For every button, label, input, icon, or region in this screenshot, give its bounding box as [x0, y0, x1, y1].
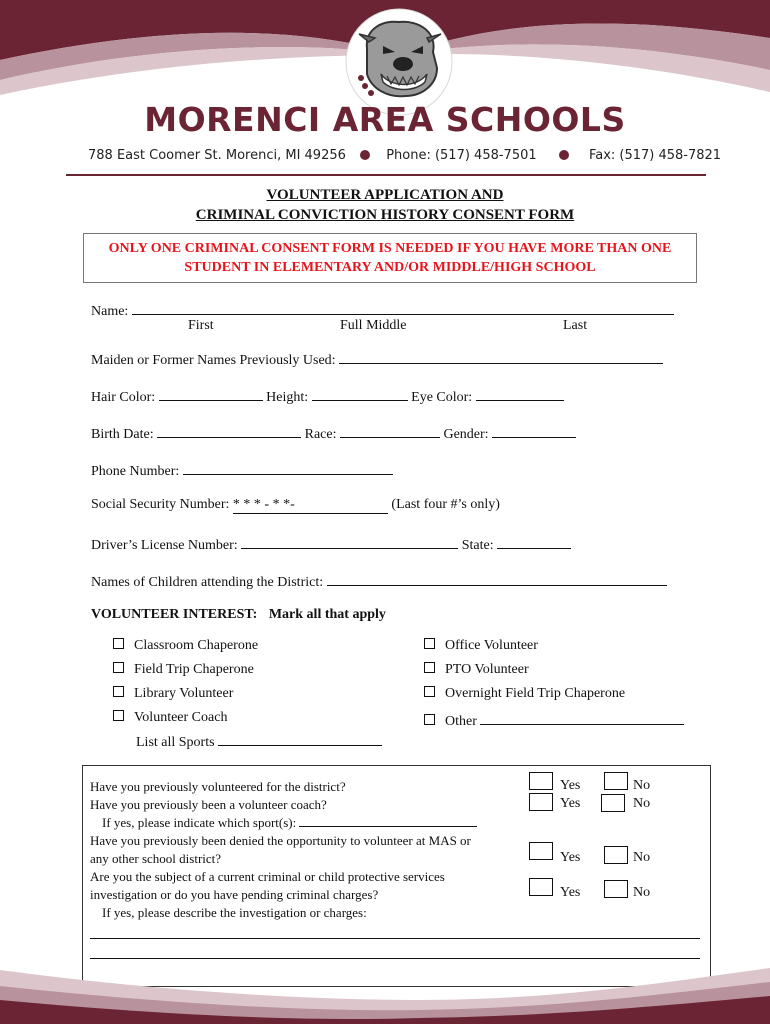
no-label: No [633, 796, 651, 811]
list-sports-field[interactable] [218, 731, 382, 746]
question-investigation-1: Are you the subject of a current criminal or child protective services [90, 869, 445, 884]
description-line-2[interactable] [90, 958, 700, 959]
name-row [91, 300, 674, 320]
gender-field[interactable] [492, 423, 576, 438]
phone-field[interactable] [183, 460, 393, 475]
race-field[interactable] [340, 423, 440, 438]
q3-yes-checkbox[interactable] [529, 842, 553, 860]
eye-label: Eye Color: [411, 390, 473, 405]
footer-banner [0, 960, 770, 1024]
interest-option-label: Office Volunteer [445, 638, 538, 653]
checkbox[interactable] [113, 662, 124, 673]
q1-no-checkbox[interactable] [604, 772, 628, 790]
question-coach: Have you previously been a volunteer coach? [90, 797, 327, 812]
form-title-line1: VOLUNTEER APPLICATION AND [266, 187, 504, 203]
question-describe: If yes, please describe the investigation or charges: [102, 905, 367, 920]
ssn-label: Social Security Number: [91, 497, 230, 512]
description-line-1[interactable] [90, 938, 700, 939]
questions-text [90, 778, 520, 922]
license-label: Driver’s License Number: [91, 538, 238, 553]
other-field[interactable] [480, 710, 684, 725]
no-label: No [633, 850, 651, 865]
birth-label: Birth Date: [91, 427, 154, 442]
children-field[interactable] [327, 571, 667, 586]
maiden-label: Maiden or Former Names Previously Used: [91, 353, 336, 368]
q2-no-checkbox[interactable] [601, 794, 625, 812]
phone-row [91, 460, 393, 480]
name-last-caption: Last [563, 318, 588, 333]
no-label: No [633, 778, 651, 793]
interest-option[interactable] [424, 686, 625, 702]
checkbox[interactable] [113, 686, 124, 697]
question-denied-2: any other school district? [90, 851, 222, 866]
notice-text: ONLY ONE CRIMINAL CONSENT FORM IS NEEDED IF YOU HAVE MORE THAN ONE STUDENT IN ELEMENTARY AND/OR MIDDLE/HIGH SCHOOL [108, 241, 672, 275]
ssn-mask: * * * - * *- [232, 497, 295, 512]
interest-option[interactable] [113, 686, 233, 702]
bullet-icon [360, 150, 370, 160]
list-sports-label: List all Sports [136, 735, 215, 750]
school-phone: Phone: (517) 458-7501 [386, 148, 537, 163]
interest-heading [91, 607, 386, 623]
ssn-row [91, 497, 500, 514]
name-label: Name: [91, 304, 129, 319]
race-label: Race: [304, 427, 337, 442]
checkbox[interactable] [113, 710, 124, 721]
checkbox[interactable] [424, 638, 435, 649]
name-first-caption: First [188, 318, 214, 333]
question-sports-row [90, 814, 520, 832]
no-label: No [633, 885, 651, 900]
checkbox[interactable] [424, 662, 435, 673]
hair-label: Hair Color: [91, 390, 156, 405]
list-sports-row [136, 731, 382, 751]
interest-hint: Mark all that apply [268, 607, 386, 622]
ssn-note: (Last four #’s only) [391, 497, 500, 512]
question-investigation-2: investigation or do you have pending criminal charges? [90, 887, 379, 902]
license-field[interactable] [241, 534, 458, 549]
q4-yes-checkbox[interactable] [529, 878, 553, 896]
q4-no-checkbox[interactable] [604, 880, 628, 898]
yes-label: Yes [560, 796, 581, 811]
checkbox[interactable] [113, 638, 124, 649]
school-contact-line [88, 148, 722, 163]
maiden-field[interactable] [339, 349, 663, 364]
children-row [91, 571, 667, 591]
hair-field[interactable] [159, 386, 263, 401]
interest-option-label: Classroom Chaperone [134, 638, 259, 653]
interest-option-label: Other [445, 714, 477, 729]
interest-option-label: Library Volunteer [134, 686, 234, 701]
children-label: Names of Children attending the District: [91, 575, 324, 590]
birth-field[interactable] [157, 423, 301, 438]
interest-option-label: Volunteer Coach [134, 710, 228, 725]
interest-option-label: PTO Volunteer [445, 662, 529, 677]
interest-option[interactable] [113, 710, 227, 726]
school-address: 788 East Coomer St. Morenci, MI 49256 [88, 148, 346, 163]
physical-row [91, 386, 564, 406]
ssn-field[interactable] [233, 497, 388, 514]
name-middle-caption: Full Middle [340, 318, 407, 333]
yes-label: Yes [560, 778, 581, 793]
interest-label: VOLUNTEER INTEREST: [91, 607, 258, 622]
question-denied-1: Have you previously been denied the opportunity to volunteer at MAS or [90, 833, 471, 848]
interest-option[interactable] [113, 662, 254, 678]
license-row [91, 534, 571, 554]
interest-option[interactable] [424, 638, 538, 654]
height-field[interactable] [312, 386, 408, 401]
phone-label: Phone Number: [91, 464, 180, 479]
sports-field[interactable] [299, 815, 477, 827]
checkbox[interactable] [424, 714, 435, 725]
school-name: MORENCI AREA SCHOOLS [144, 100, 626, 139]
height-label: Height: [266, 390, 309, 405]
q2-yes-checkbox[interactable] [529, 793, 553, 811]
state-field[interactable] [497, 534, 571, 549]
interest-option-label: Field Trip Chaperone [134, 662, 254, 677]
name-field[interactable] [132, 300, 674, 315]
question-sports: If yes, please indicate which sport(s): [102, 815, 297, 830]
interest-option[interactable] [424, 710, 684, 730]
header-divider [66, 174, 706, 176]
form-title-line2: CRIMINAL CONVICTION HISTORY CONSENT FORM [195, 207, 575, 223]
birth-row [91, 423, 576, 443]
state-label: State: [461, 538, 494, 553]
interest-option[interactable] [424, 662, 529, 678]
q1-yes-checkbox[interactable] [529, 772, 553, 790]
interest-option[interactable] [113, 638, 258, 654]
interest-option-label: Overnight Field Trip Chaperone [445, 686, 626, 701]
eye-field[interactable] [476, 386, 564, 401]
school-fax: Fax: (517) 458-7821 [588, 148, 722, 163]
bullet-icon [559, 150, 569, 160]
q3-no-checkbox[interactable] [604, 846, 628, 864]
checkbox[interactable] [424, 686, 435, 697]
gender-label: Gender: [443, 427, 489, 442]
yes-label: Yes [560, 850, 581, 865]
question-volunteered: Have you previously volunteered for the district? [90, 779, 346, 794]
yes-label: Yes [560, 885, 581, 900]
maiden-row [91, 349, 663, 369]
